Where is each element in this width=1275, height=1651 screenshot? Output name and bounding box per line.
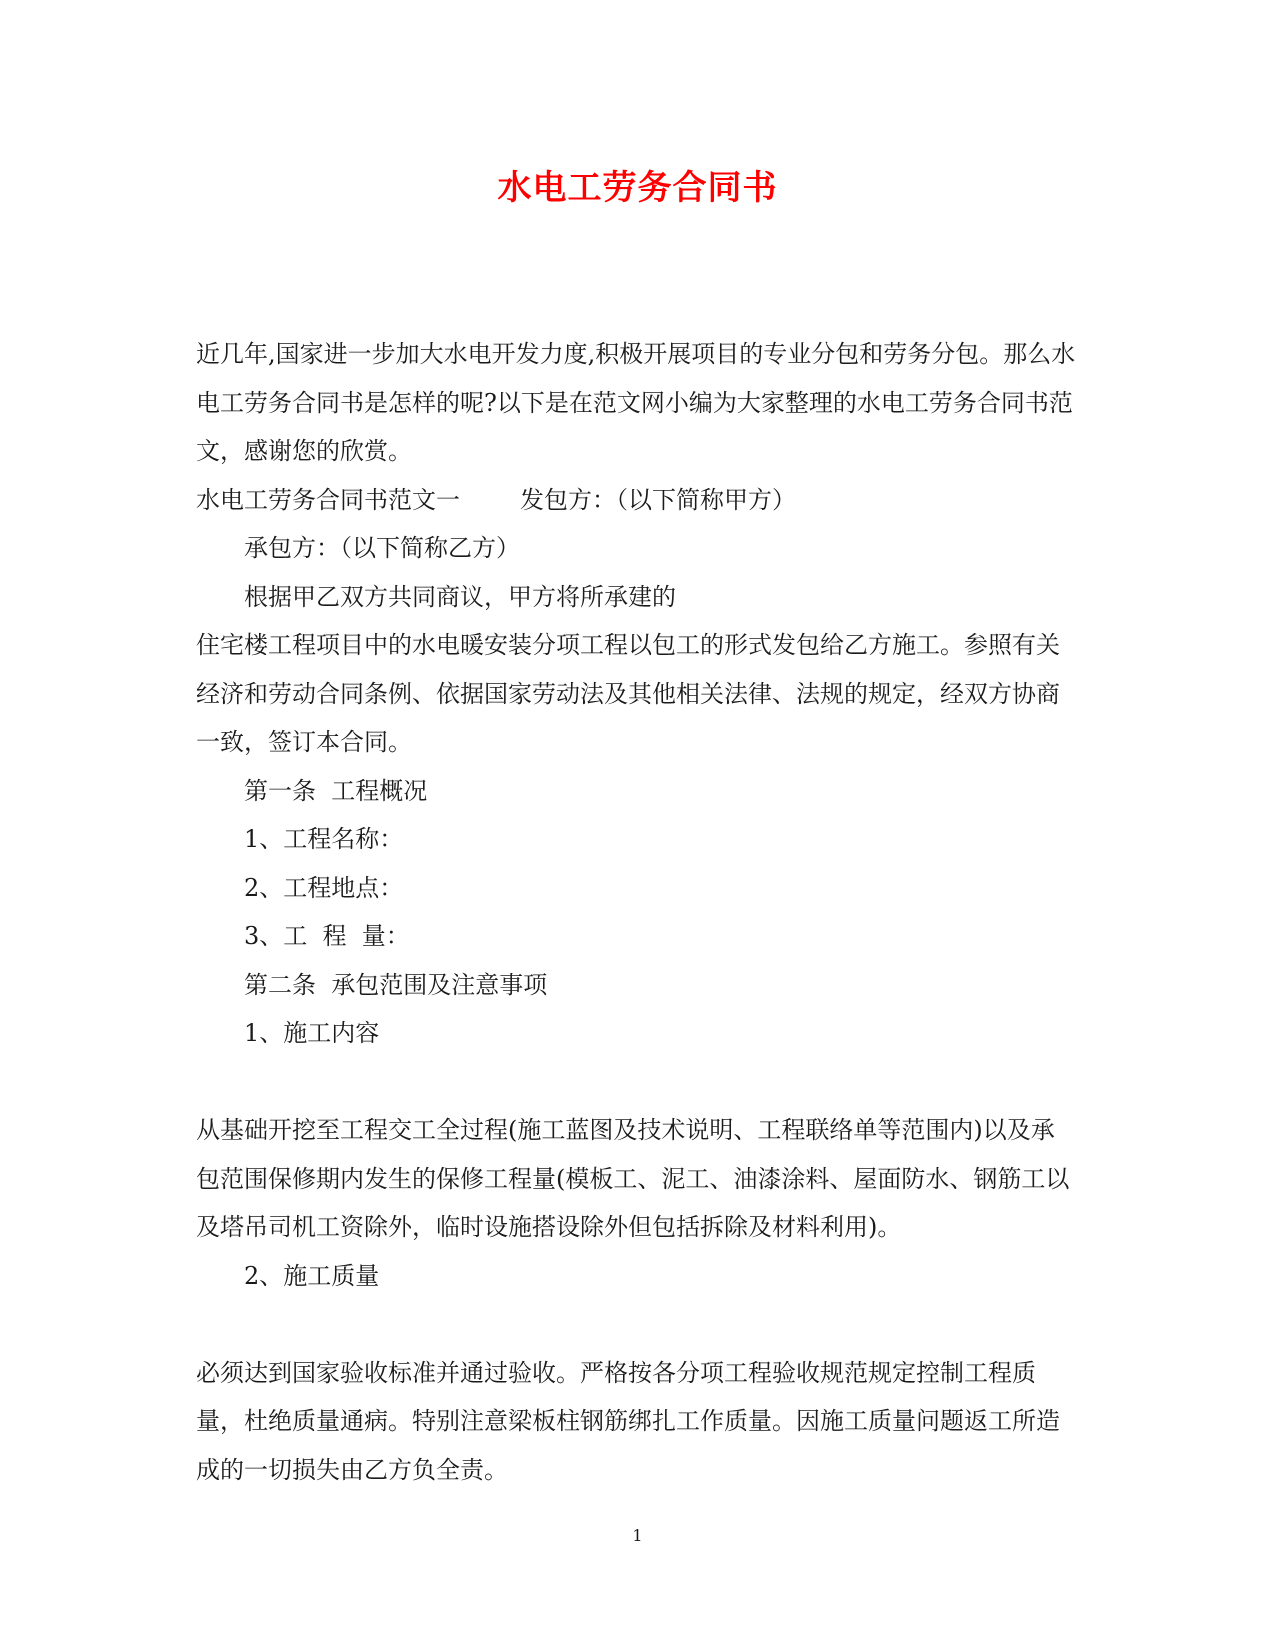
party-b-line: 承包方：（以下简称乙方） <box>244 534 520 562</box>
construction-content-item: 1、施工内容 <box>244 1019 380 1047</box>
article-2-heading: 第二条 承包范围及注意事项 <box>244 970 548 999</box>
agreement-paragraph: 住宅楼工程项目中的水电暖安装分项工程以包工的形式发包给乙方施工。参照有关经济和劳动合同条例、依据国家劳动法及其他相关法律、法规的规定，经双方协商一致，签订本合同。 <box>196 631 1060 756</box>
project-name-item: 1、工程名称： <box>244 825 404 853</box>
sample-heading-line <box>196 476 1076 525</box>
page-number: 1 <box>632 1526 643 1545</box>
document-title: 水电工劳务合同书 <box>497 168 778 208</box>
sample-title: 水电工劳务合同书范文一 <box>196 485 460 514</box>
party-a-line: 发包方：（以下简称甲方） <box>520 485 796 514</box>
scope-paragraph: 从基础开挖至工程交工全过程(施工蓝图及技术说明、工程联络单等范围内)以及承包范围保修期内发生的保修工程量(模板工、泥工、油漆涂料、屋面防水、钢筋工以及塔吊司机工资除外，临时设施搭设除外但包括拆除及材料利用)。 <box>196 1116 1070 1241</box>
document-body <box>196 330 1076 1494</box>
project-quantity-item: 3、工 程 量： <box>244 922 410 950</box>
intro-paragraph: 近几年,国家进一步加大水电开发力度,积极开展项目的专业分包和劳务分包。那么水电工劳务合同书是怎样的呢?以下是在范文网小编为大家整理的水电工劳务合同书范文，感谢您的欣赏。 <box>196 340 1076 465</box>
construction-quality-item: 2、施工质量 <box>244 1261 380 1290</box>
project-location-item: 2、工程地点： <box>244 873 404 902</box>
article-1-heading: 第一条 工程概况 <box>244 776 428 805</box>
quality-paragraph: 必须达到国家验收标准并通过验收。严格按各分项工程验收规范规定控制工程质量，杜绝质量通病。特别注意梁板柱钢筋绑扎工作质量。因施工质量问题返工所造成的一切损失由乙方负全责。 <box>196 1358 1060 1484</box>
agreement-line: 根据甲乙双方共同商议，甲方将所承建的 <box>244 582 676 611</box>
